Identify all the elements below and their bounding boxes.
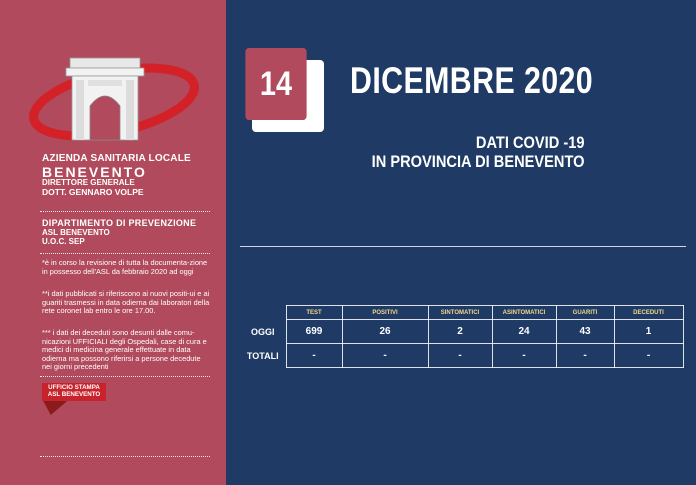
note-1: *è in corso la revisione di tutta la documenta-zione in possesso dell'ASL da febbraio 2020 ad oggi	[42, 258, 208, 276]
dept-line2: ASL BENEVENTO	[42, 227, 110, 237]
subtitle-line1: DATI COVID -19	[475, 133, 584, 152]
table-cell: 1	[614, 320, 683, 344]
row-label: TOTALI	[246, 350, 279, 361]
table-cell: 2	[428, 320, 492, 344]
divider	[40, 253, 210, 254]
table-cell: 24	[492, 320, 556, 344]
dept-line3: U.O.C. SEP	[42, 236, 85, 246]
asl-line1: AZIENDA SANITARIA LOCALE	[42, 153, 191, 164]
table-cell: -	[342, 344, 428, 368]
table-cell: -	[556, 344, 614, 368]
asl-info	[42, 154, 191, 197]
ufficio-stampa-badge	[42, 383, 106, 401]
table-cell: -	[492, 344, 556, 368]
row-label: OGGI	[250, 326, 275, 337]
table-cell: -	[428, 344, 492, 368]
column-header: POSITIVI	[342, 306, 428, 320]
column-header: DECEDUTI	[614, 306, 683, 320]
month-year: DICEMBRE 2020	[350, 60, 594, 101]
table-cell: -	[286, 344, 342, 368]
column-header: TEST	[286, 306, 342, 320]
subtitle	[371, 133, 584, 171]
horizontal-rule	[240, 246, 686, 247]
covid-data-table	[240, 305, 684, 368]
divider	[40, 456, 210, 457]
blank-header	[240, 306, 286, 320]
day-number: 14	[245, 48, 306, 120]
table-row	[240, 320, 683, 344]
ufficio-line2: ASL BENEVENTO	[47, 390, 101, 398]
dept-line1: DIPARTIMENTO DI PREVENZIONE	[42, 218, 197, 228]
asl-line4: DOTT. GENNARO VOLPE	[42, 186, 144, 197]
asl-line3: DIRETTORE GENERALE	[42, 178, 135, 188]
badge-ribbon-icon	[41, 401, 67, 415]
table-row	[240, 344, 683, 368]
table-cell: 43	[556, 320, 614, 344]
note-2: **i dati pubblicati si riferiscono ai nuovi positi-ui e ai guariti trasmessi in data odierna dai laboratori della rete coronet lab entro le ore 17.00.	[42, 289, 210, 316]
table-header-row	[240, 306, 683, 320]
table-cell: 699	[286, 320, 342, 344]
ufficio-line1: UFFICIO STAMPA	[48, 384, 100, 391]
divider	[40, 376, 210, 377]
left-panel	[0, 0, 226, 485]
column-header: ASINTOMATICI	[492, 306, 556, 320]
column-header: GUARITI	[556, 306, 614, 320]
subtitle-line2: IN PROVINCIA DI BENEVENTO	[371, 152, 584, 172]
divider	[40, 211, 210, 212]
table-cell: 26	[342, 320, 428, 344]
table-cell: -	[614, 344, 683, 368]
asl-line2: BENEVENTO	[42, 163, 147, 180]
note-3: *** i dati dei deceduti sono desunti dalle comu-nicazioni UFFICIALI degli Ospedali, case di cura e medici di medicina generale effettuate in data odierna ma possono riferirsi a persone decedute nei giorni precedenti	[42, 328, 207, 372]
department-info	[42, 219, 196, 246]
column-header: SINTOMATICI	[428, 306, 492, 320]
asl-arch-logo-icon	[28, 54, 200, 146]
